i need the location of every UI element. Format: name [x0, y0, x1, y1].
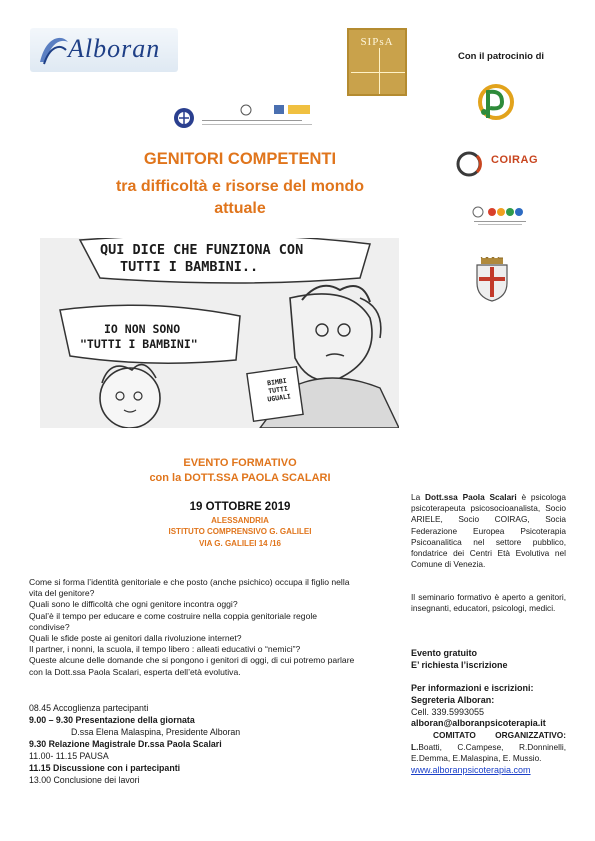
cartoon-illustration — [40, 238, 399, 428]
speaker-bio — [411, 492, 566, 570]
sipsa-logo — [347, 28, 407, 96]
miur-logo — [470, 204, 530, 228]
question-line: Quali sono le difficoltà che ogni genitore incontra oggi? — [29, 599, 238, 610]
miur-emblem-icon — [470, 204, 530, 228]
program-item: 13.00 Conclusione dei lavori — [29, 775, 140, 785]
program-item: D.ssa Elena Malaspina, Presidente Alboran — [71, 727, 241, 737]
event-school: ISTITUTO COMPRENSIVO G. GALILEI — [168, 527, 312, 536]
registration-required-label: E’ richiesta l’iscrizione — [411, 660, 508, 670]
event-label: EVENTO FORMATIVO — [183, 457, 297, 469]
coirag-wordmark: COIRAG — [491, 154, 538, 166]
patron-logo-1 — [472, 82, 520, 126]
alboran-swirl-icon — [36, 32, 72, 68]
questions-block — [29, 577, 359, 678]
book-line: TUTTI — [267, 384, 289, 396]
program-item: 9.30 Relazione Magistrale Dr.ssa Paola Scalari — [29, 739, 222, 749]
info-heading: Per informazioni e iscrizioni: — [411, 683, 534, 693]
speech-bubble-line: QUI DICE CHE FUNZIONA CON — [100, 242, 304, 258]
question-line: Quali le sfide poste ai genitori dalla rivoluzione internet? — [29, 633, 242, 644]
sipsa-logo-divider — [379, 48, 380, 94]
program-item: 11.00- 11.15 PAUSA — [29, 751, 109, 761]
question-line: Qual’è il tempo per educare e come costruire nella coppia genitoriale regole condivise? — [29, 610, 318, 632]
bio-text: è psicologa psicoterapeuta psicosocioanalista, Socio ARIELE, Socio COIRAG, Socia Federazione Europea Psicoterapia Psicoanalitica nel settore pubblico, fondatrice dei Centri Età Evolutiva nel Comune di Venezia. — [411, 492, 566, 570]
program-item: 08.45 Accoglienza partecipanti — [29, 703, 149, 713]
alboran-logo — [30, 28, 178, 72]
secretariat-label: Segreteria Alboran: — [411, 694, 495, 705]
question-line: Queste alcune delle domande che si pongono i genitori di oggi, di cui potremo parlare con la Dott.ssa Paola Scalari, esperta dell’età evolutiva. — [29, 655, 355, 677]
book-line: UGUALI — [266, 392, 292, 404]
ministry-logos — [172, 102, 322, 138]
page-title: GENITORI COMPETENTI — [143, 150, 337, 168]
program-item: 11.15 Discussione con i partecipanti — [29, 763, 181, 773]
event-address: VIA G. GALILEI 14 /16 — [199, 539, 281, 548]
book-line: BIMBI — [266, 376, 288, 388]
speech-bubble-top — [100, 242, 303, 276]
sipsa-logo-divider — [351, 72, 405, 73]
committee-label: COMITATO — [433, 730, 476, 741]
city-crest-icon — [471, 257, 513, 303]
speech-bubble-line: "TUTTI I BAMBINI" — [80, 337, 198, 351]
page-subtitle: tra difficoltà e risorse del mondo — [115, 178, 365, 195]
question-line: Il partner, i nonni, la scuola, il tempo libero : alleati educativi o “nemici”? — [29, 644, 301, 655]
speech-bubble-line: TUTTI I BAMBINI.. — [120, 259, 259, 275]
sipsa-logo-text: SIPsA — [360, 36, 394, 48]
event-speaker: con la DOTT.SSA PAOLA SCALARI — [149, 472, 331, 484]
coirag-logo — [455, 150, 555, 180]
patrocinio-label: Con il patrocinio di — [458, 51, 545, 62]
phone-number: Cell. 339.5993055 — [411, 706, 485, 717]
free-event-label: Evento gratuito — [411, 648, 478, 658]
event-city: ALESSANDRIA — [211, 516, 269, 525]
comune-crest-logo — [471, 257, 513, 303]
program-schedule — [29, 702, 359, 786]
patron-emblem-icon — [472, 82, 520, 126]
ministry-emblems-icon — [172, 102, 322, 138]
contact-info — [411, 683, 571, 777]
committee-list: Boatti, C.Campese, R.Donninelli, E.Demma, E.Malaspina, E. Mussio. — [411, 741, 566, 764]
website-link[interactable]: www.alboranpsicoterapia.com — [411, 764, 531, 775]
page-subtitle-continued: attuale — [214, 200, 266, 217]
committee-label-2: ORGANIZZATIVO: — [495, 730, 566, 741]
bio-prefix: La — [411, 492, 426, 502]
question-line: Come si forma l’identità genitoriale e che posto (anche psichico) occupa il figlio nella vita del genitore? — [29, 577, 350, 599]
seminar-audience: Il seminario formativo è aperto a genitori, insegnanti, educatori, psicologi, medici. — [411, 592, 566, 614]
program-item: 9.00 – 9.30 Presentazione della giornata — [29, 715, 195, 725]
committee-label-row — [411, 730, 566, 742]
committee-first-initial: L. — [411, 741, 419, 752]
committee-names — [411, 742, 566, 765]
bio-name: Dott.ssa Paola Scalari — [425, 492, 517, 502]
event-date: 19 OTTOBRE 2019 — [189, 501, 291, 513]
email-address[interactable]: alboran@alboranpsicoterapia.it — [411, 718, 546, 729]
coirag-emblem-icon — [455, 150, 487, 178]
alboran-wordmark: Alboran — [68, 34, 161, 63]
speech-bubble-line: IO NON SONO — [104, 322, 181, 336]
registration-info — [411, 647, 571, 671]
speech-bubble-middle — [80, 322, 198, 352]
